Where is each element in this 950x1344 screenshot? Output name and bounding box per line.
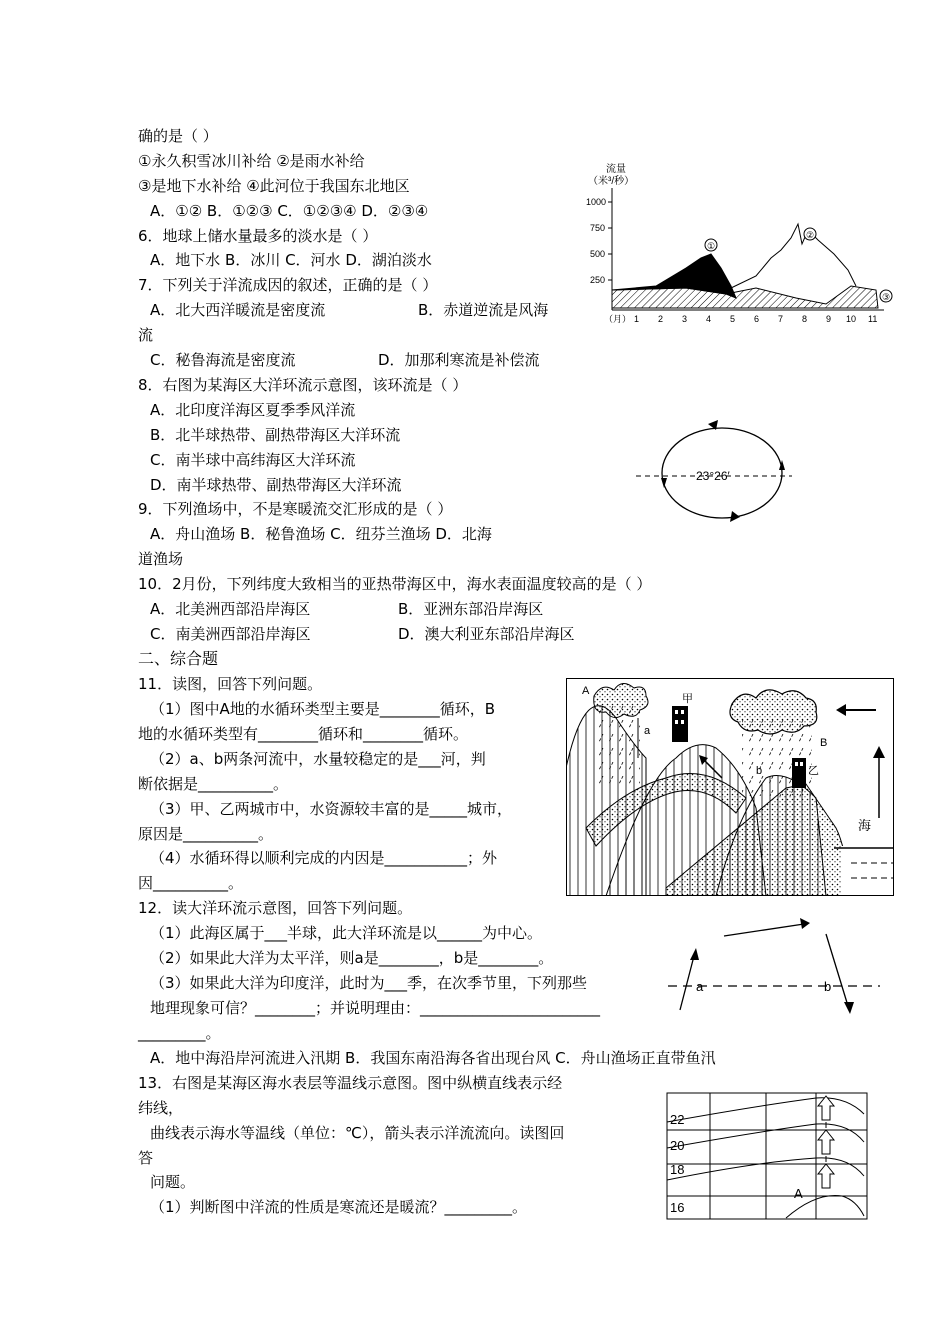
label-river-b: b (756, 765, 763, 777)
text-line: 因__________。 (138, 874, 244, 892)
city-jia-icon (672, 706, 688, 742)
text-line: 地的水循环类型有________循环和________循环。 (138, 725, 469, 743)
current-arrow (724, 924, 804, 936)
text-line: 断依据是__________。 (138, 775, 289, 793)
arrow-icon (730, 511, 740, 522)
arrow-icon (800, 918, 810, 929)
question-9: 9．下列渔场中，不是寒暖流交汇形成的是（ ） (138, 500, 453, 518)
q7-option-d: D．加那利寒流是补偿流 (378, 351, 540, 369)
question-7: 7．下列关于洋流成因的叙述，正确的是（ ） (138, 276, 438, 294)
text-line: 问题。 (150, 1173, 196, 1191)
text-line: 答 (138, 1149, 154, 1167)
q7-option-b: B．赤道逆流是风海 (418, 301, 549, 319)
x-tick-label: 11 (868, 314, 878, 324)
y-tick-label: 1000 (586, 197, 607, 207)
question-6: 6．地球上储水量最多的淡水是（ ） (138, 227, 378, 245)
q10-option-d: D．澳大利亚东部沿岸海区 (398, 625, 575, 643)
label-b-point: B (820, 737, 828, 749)
frame (667, 1093, 867, 1219)
y-tick-label: 500 (590, 249, 606, 259)
text-line: ③是地下水补给 ④此河位于我国东北地区 (138, 177, 410, 195)
x-tick-label: 6 (754, 314, 760, 324)
text-line: （3）如果此大洋为印度洋，此时为___季，在次季节里，下列那些 (150, 974, 588, 992)
curve-label: ② (806, 230, 815, 240)
point-label: A (794, 1186, 803, 1201)
x-axis-unit: （月） (604, 314, 632, 324)
text-line: （1）此海区属于___半球，此大洋环流是以______为中心。 (150, 924, 543, 942)
text-line: 纬线， (138, 1099, 184, 1117)
q7-option-a: A．北大西洋暖流是密度流 (150, 301, 326, 319)
label-a: a (696, 979, 704, 994)
x-tick-label: 4 (706, 314, 712, 324)
current-arrow (680, 956, 694, 1010)
q10-option-a: A．北美洲西部沿岸海区 (150, 600, 311, 618)
text-line: ①永久积雪冰川补给 ②是雨水补给 (138, 152, 365, 170)
text-line: 确的是（ ） (138, 127, 218, 145)
chart-title: 流量 (606, 164, 626, 175)
label-river-a: a (644, 725, 651, 737)
text-line: 流 (138, 326, 154, 344)
question-12: 12．读大洋环流示意图，回答下列问题。 (138, 899, 413, 917)
text-line: 地理现象可信？________；并说明理由：________________________ (150, 999, 601, 1017)
question-10: 10．2月份，下列纬度大致相当的亚热带海区中，海水表面温度较高的是（ ） (138, 575, 652, 593)
isotherm-label: 18 (670, 1162, 685, 1177)
curve-label: ③ (882, 292, 891, 302)
city-yi-icon (792, 758, 806, 788)
label-sea: 海 (858, 819, 872, 834)
text-line: 原因是__________。 (138, 825, 274, 843)
x-tick-label: 7 (778, 314, 784, 324)
text-line: （4）水循环得以顺利完成的内因是___________；外 (150, 849, 498, 867)
sea-area (841, 846, 893, 895)
q10-option-c: C．南美洲西部沿岸海区 (150, 625, 311, 643)
text-line: _________。 (138, 1024, 221, 1042)
q6-options: A．地下水 B．冰川 C．河水 D．湖泊淡水 (150, 251, 432, 269)
q8-option-d: D．南半球热带、副热带海区大洋环流 (150, 476, 402, 494)
x-tick-label: 3 (682, 314, 688, 324)
question-13: 13．右图是某海区海水表层等温线示意图。图中纵横直线表示经 (138, 1074, 563, 1092)
chart-unit: （米³/秒） (588, 176, 635, 187)
x-tick-label: 9 (826, 314, 832, 324)
q9-options: A．舟山渔场 B．秘鲁渔场 C．纽芬兰渔场 D．北海 (150, 525, 492, 543)
q5-options: A．①② B．①②③ C．①②③④ D．②③④ (150, 202, 429, 220)
current-arrow (818, 1096, 834, 1188)
q7-option-c: C．秘鲁海流是密度流 (150, 351, 296, 369)
current-arrow (826, 934, 848, 1006)
x-tick-label: 1 (634, 314, 640, 324)
isotherm-label: 22 (670, 1112, 685, 1127)
rainfall-curve (731, 224, 856, 288)
isotherm-diagram (666, 1092, 870, 1222)
y-tick-label: 250 (590, 275, 606, 285)
text-line: 曲线表示海水等温线（单位：℃），箭头表示洋流流向。读图回 (150, 1124, 565, 1142)
text-line: （3）甲、乙两城市中，水资源较丰富的是_____城市， (150, 800, 513, 818)
ocean-gyre-diagram (634, 418, 794, 524)
q8-option-b: B．北半球热带、副热带海区大洋环流 (150, 426, 401, 444)
water-cycle-diagram (566, 678, 894, 896)
isotherm-label: 16 (670, 1200, 685, 1215)
text-line: （2）如果此大洋为太平洋，则a是________，b是________。 (150, 949, 554, 967)
q10-option-b: B．亚洲东部沿岸海区 (398, 600, 544, 618)
question-11: 11．读图，回答下列问题。 (138, 675, 323, 693)
label-b: b (824, 979, 832, 994)
y-tick-label: 750 (590, 223, 606, 233)
text-line: （2）a、b两条河流中，水量较稳定的是___河，判 (150, 750, 486, 768)
latitude-label: 23°26′ (696, 469, 730, 483)
x-tick-label: 5 (730, 314, 736, 324)
text-line: 道渔场 (138, 550, 184, 568)
text-line: （1）图中A地的水循环类型主要是________循环，B (150, 700, 496, 718)
text-line: （1）判断图中洋流的性质是寒流还是暖流？_________。 (150, 1198, 528, 1216)
river-discharge-chart (586, 158, 898, 328)
isotherm-label: 20 (670, 1138, 685, 1153)
ocean-current-diagram (664, 912, 884, 1022)
arrow-icon (661, 478, 667, 488)
question-8: 8．右图为某海区大洋环流示意图，该环流是（ ） (138, 376, 468, 394)
q12-options: A．地中海沿岸河流进入汛期 B．我国东南沿海各省出现台风 C．舟山渔场正直带鱼汛 (150, 1049, 716, 1067)
q8-option-a: A．北印度洋海区夏季季风洋流 (150, 401, 356, 419)
curve-label: ① (707, 241, 716, 251)
q8-option-c: C．南半球中高纬海区大洋环流 (150, 451, 356, 469)
x-tick-label: 2 (658, 314, 664, 324)
x-tick-label: 8 (802, 314, 808, 324)
label-city-jia: 甲 (682, 692, 693, 705)
x-tick-label: 10 (846, 314, 857, 324)
arrow-icon (690, 948, 699, 960)
label-city-yi: 乙 (808, 764, 819, 777)
section-heading: 二、综合题 (138, 649, 219, 668)
arrow-icon (844, 1002, 854, 1014)
label-a-point: A (582, 685, 590, 697)
